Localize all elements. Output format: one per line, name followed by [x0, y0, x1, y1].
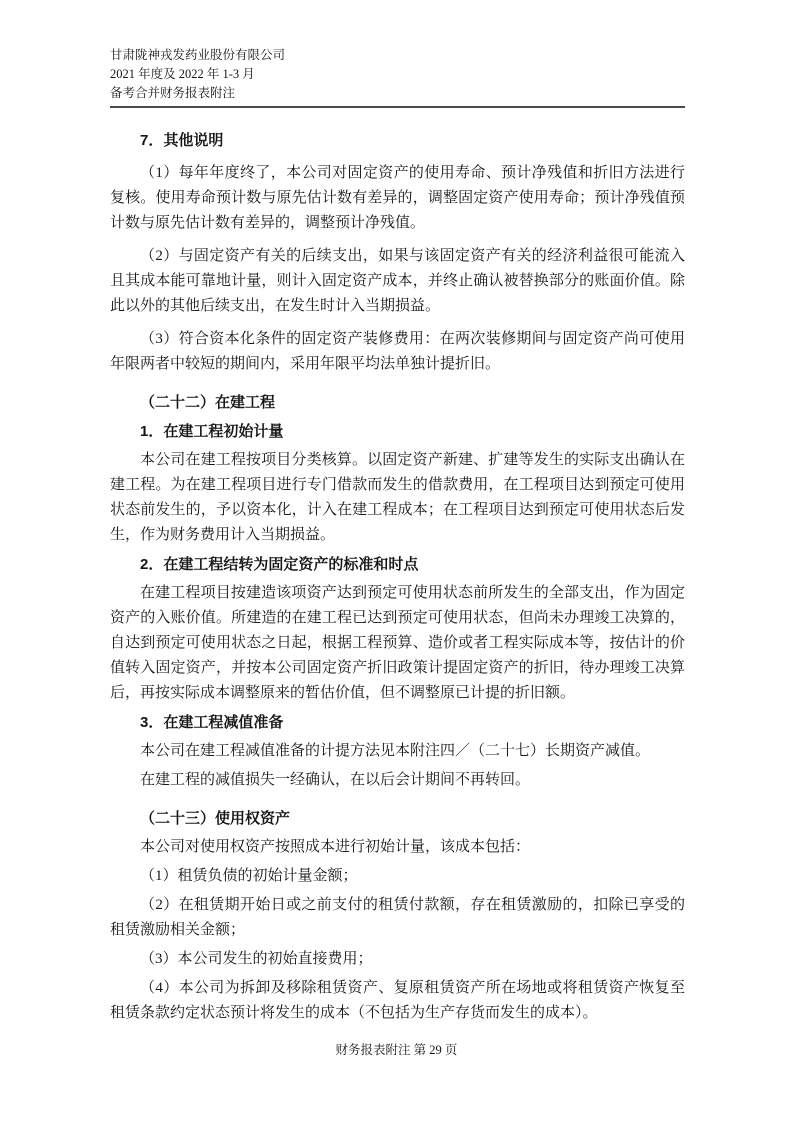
para-rou-item-1: （1）租赁负债的初始计量金额； [140, 868, 358, 884]
para-other-notes-3: （3）符合资本化条件的固定资产装修费用：在两次装修期间与固定资产尚可使用年限两者中较短的期间内，采用年限平均法单独计提折旧。 [110, 331, 685, 372]
heading-construction-in-progress: （二十二）在建工程 [140, 394, 276, 411]
para-cip-transfer-standard: 在建工程项目按建造该项资产达到预定可使用状态前所发生的全部支出，作为固定资产的入账价值。所建造的在建工程已达到预定可使用状态，但尚未办理竣工决算的，自达到预定可使用状态之日起，根据工程预算、造价或者工程实际成本等，按估计的价值转入固定资产，并按本公司固定资产折旧政策计提固定资产的折旧，待办理竣工决算后，再按实际成本调整原来的暂估价值，但不调整原已计提的折旧额。 [110, 585, 685, 701]
header-report-period: 2021 年度及 2022 年 1-3 月 [110, 67, 255, 81]
heading-cip-initial-measurement: 1．在建工程初始计量 [140, 423, 284, 440]
para-rou-item-3: （3）本公司发生的初始直接费用； [140, 951, 373, 967]
heading-cip-impairment: 3．在建工程减值准备 [140, 714, 284, 731]
para-other-notes-1: （1）每年年度终了，本公司对固定资产的使用寿命、预计净残值和折旧方法进行复核。使用寿命预计数与原先估计数有差异的，调整固定资产使用寿命；预计净残值预计数与原先估计数有差异的，调整预计净残值。 [110, 165, 685, 231]
heading-other-notes: 7．其他说明 [140, 132, 224, 149]
para-rou-intro: 本公司对使用权资产按照成本进行初始计量，该成本包括： [140, 839, 531, 855]
header-report-title: 备考合并财务报表附注 [110, 86, 236, 100]
header-company-name: 甘肃陇神戎发药业股份有限公司 [110, 48, 286, 62]
para-rou-item-2: （2）在租赁期开始日或之前支付的租赁付款额，存在租赁激励的，扣除已享受的租赁激励相关金额； [110, 897, 685, 938]
document-body [110, 108, 685, 1026]
para-cip-initial-measurement: 本公司在建工程按项目分类核算。以固定资产新建、扩建等发生的实际支出确认在建工程。为在建工程项目进行专门借款而发生的借款费用，在工程项目达到预定可使用状态前发生的，予以资本化，计入在建工程成本；在工程项目达到预定可使用状态后发生，作为财务费用计入当期损益。 [110, 452, 685, 543]
para-rou-item-4: （4）本公司为拆卸及移除租赁资产、复原租赁资产所在场地或将租赁资产恢复至租赁条款约定状态预计将发生的成本（不包括为生产存货而发生的成本）。 [110, 980, 685, 1021]
para-other-notes-2: （2）与固定资产有关的后续支出，如果与该固定资产有关的经济利益很可能流入且其成本能可靠地计量，则计入固定资产成本，并终止确认被替换部分的账面价值。除此以外的其他后续支出，在发生时计入当期损益。 [110, 248, 685, 314]
page-header [110, 46, 685, 108]
para-cip-impairment-no-reversal: 在建工程的减值损失一经确认，在以后会计期间不再转回。 [140, 772, 531, 788]
heading-cip-transfer-standard: 2．在建工程结转为固定资产的标准和时点 [140, 556, 419, 573]
heading-right-of-use-assets: （二十三）使用权资产 [140, 810, 291, 827]
page-footer: 财务报表附注 第 29 页 [335, 1043, 458, 1057]
para-cip-impairment-method: 本公司在建工程减值准备的计提方法见本附注四／（二十七）长期资产减值。 [140, 743, 651, 759]
